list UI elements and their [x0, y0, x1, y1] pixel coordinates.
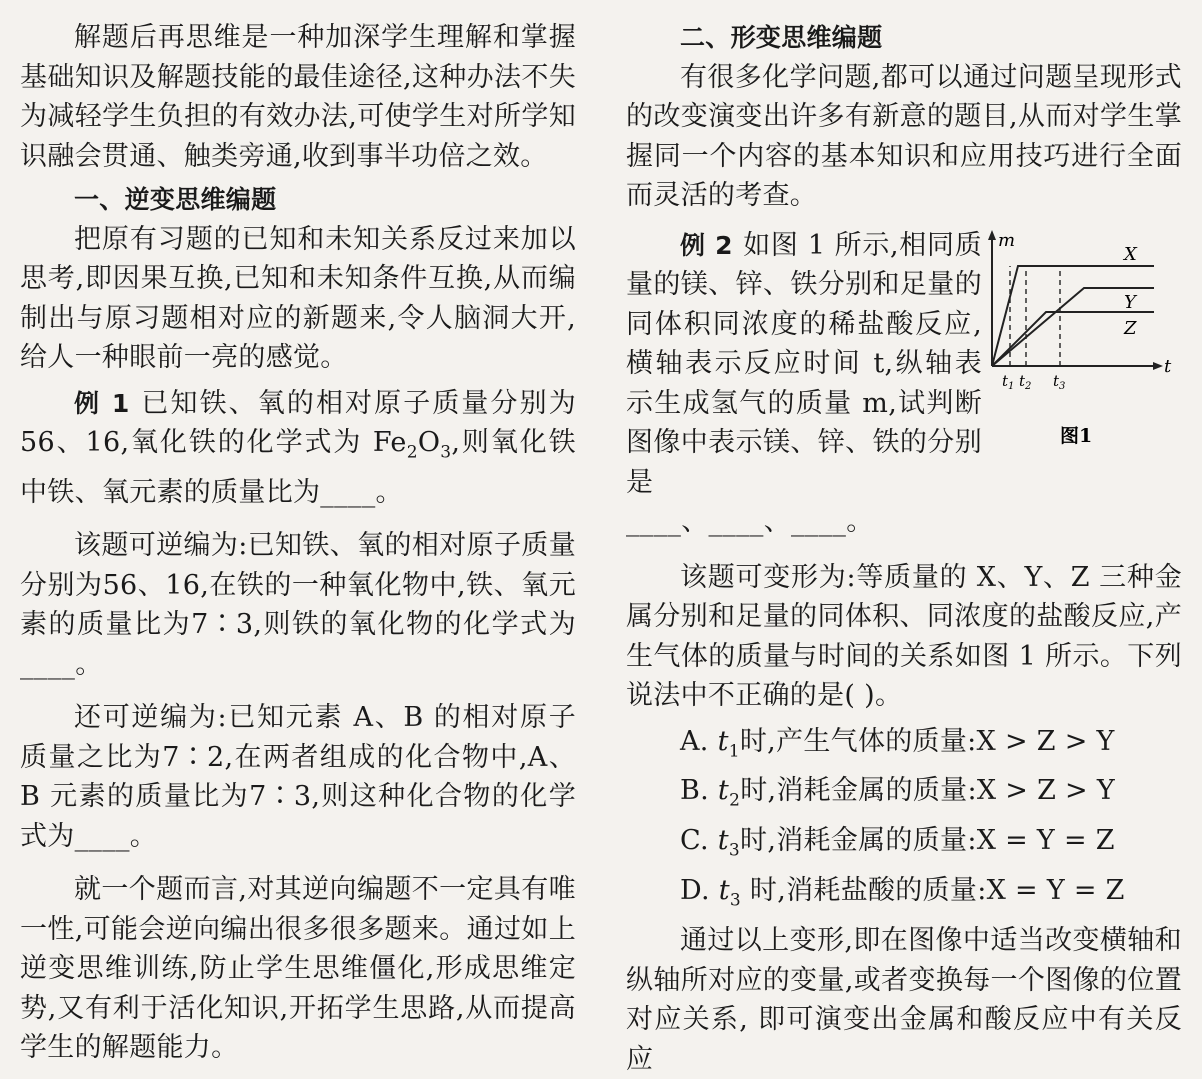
tick-t3 [1053, 372, 1065, 392]
formula-fe: Fe [372, 427, 407, 458]
option-d-sub: 3 [729, 890, 742, 911]
x-axis-label: t [1164, 356, 1172, 377]
tick-t2 [1019, 372, 1031, 392]
right-paragraph-2: 该题可变形为:等质量的 X、Y、Z 三种金属分别和足量的同体积、同浓度的盐酸反应,产生气体的质量与时间的关系如图 1 所示。下列说法中不正确的是( )。 [626, 561, 1182, 711]
series-y-label: Y [1124, 292, 1136, 313]
option-b-t: t [717, 775, 730, 807]
left-paragraph-2: 把原有习题的已知和未知关系反过来加以思考,即因果互换,已知和未知条件互换,从而编制出与原习题相对应的新题来,令人脑洞大开,给人一种眼前一亮的感觉。 [20, 223, 576, 373]
option-c-t: t [717, 825, 729, 857]
tick-t1-t: t [1002, 372, 1009, 390]
example-1-text-a: 已知铁、氧的相对原子质量分别为 56、16,氧化铁的化学式为 [20, 387, 577, 458]
spacer [626, 542, 1182, 558]
tick-t1-sub: 1 [1008, 381, 1015, 392]
formula-sub-2: 2 [406, 442, 418, 463]
option-a-text: 时,产生气体的质量:X > Z > Y [739, 725, 1115, 757]
option-b [626, 771, 1182, 821]
right-paragraph-1: 有很多化学问题,都可以通过问题呈现形式的改变演变出许多有新意的题目,从而对学生掌握同一个内容的基本知识和应用技巧进行全面而灵活的考查。 [626, 61, 1182, 211]
left-paragraph-1: 解题后再思维是一种加深学生理解和掌握基础知识及解题技能的最佳途径,这种办法不失为减轻学生负担的有效办法,可使学生对所学知识融会贯通、触类旁通,收到事半功倍之效。 [20, 22, 576, 172]
spacer [20, 684, 576, 698]
formula-o: O [417, 427, 441, 458]
right-paragraph-3: 通过以上变形,即在图像中适当改变横轴和纵轴所对应的变量,或者变换每一个图像的位置对应关系, 即可演变出金属和酸反应中有关反应 [626, 925, 1182, 1075]
left-paragraph-3: 该题可逆编为:已知铁、氧的相对原子质量分别为56、16,在铁的一种氧化物中,铁、氧元素的质量比为7∶3,则铁的氧化物的化学式为____。 [20, 530, 576, 680]
figure-1-graph [984, 226, 1184, 456]
option-c [626, 821, 1182, 871]
example-1 [20, 384, 576, 513]
option-c-letter: C. [680, 825, 718, 857]
example-2-blanks: ____、____、____。 [626, 506, 874, 537]
tick-t2-sub: 2 [1025, 381, 1032, 392]
option-b-text: 时,消耗金属的质量:X > Z > Y [740, 775, 1115, 807]
left-paragraph-4: 还可逆编为:已知元素 A、B 的相对原子质量之比为7∶2,在两者组成的化合物中,A、B 元素的质量比为7∶3,则这种化合物的化学式为____。 [20, 702, 576, 852]
example-2-label: 例 2 [680, 230, 733, 260]
option-a [626, 722, 1182, 772]
formula-sub-3: 3 [440, 442, 452, 463]
spacer [20, 512, 576, 526]
option-c-sub: 3 [728, 840, 741, 861]
tick-t2-t: t [1019, 372, 1026, 390]
option-b-sub: 2 [729, 790, 741, 811]
figure-caption: 图1 [1060, 425, 1093, 447]
y-axis-label: m [998, 230, 1016, 251]
option-b-letter: B. [680, 775, 718, 807]
series-x-line [992, 266, 1154, 366]
option-c-text: 时,消耗金属的质量:X = Y = Z [740, 825, 1115, 857]
option-d [626, 871, 1182, 921]
tick-t3-t: t [1053, 372, 1060, 390]
tick-t1 [1002, 372, 1014, 392]
y-axis-arrow-icon [988, 230, 996, 240]
left-paragraph-5: 就一个题而言,对其逆向编题不一定具有唯一性,可能会逆向编出很多很多题来。通过如上逆变思维训练,防止学生思维僵化,形成思维定势,又有利于活化知识,开拓学生思路,从而提高学生的解题能力。 [20, 874, 576, 1064]
figure-1 [984, 226, 1184, 456]
example-1-text-b: ,则氧化铁中铁、氧元素的质量比为____。 [20, 427, 576, 508]
x-axis-arrow-icon [1153, 362, 1163, 370]
example-2-text: 如图 1 所示,相同质量的镁、锌、铁分别和足量的同体积同浓度的稀盐酸反应,横轴表示反应时间 t,纵轴表示生成氢气的质量 m,试判断图像中表示镁、锌、铁的分别是 [626, 229, 982, 498]
option-d-text: 时,消耗盐酸的质量:X = Y = Z [741, 875, 1125, 907]
left-column [20, 18, 576, 1068]
example-1-label: 例 1 [74, 388, 130, 418]
option-a-letter: A. [680, 725, 718, 757]
tick-t3-sub: 3 [1059, 381, 1066, 392]
spacer [626, 216, 1182, 226]
heading-reverse-thinking: 一、逆变思维编题 [74, 185, 277, 214]
series-x-label: X [1124, 244, 1137, 265]
right-column [626, 18, 1182, 1079]
option-a-sub: 1 [728, 740, 740, 761]
option-d-letter: D. [680, 875, 719, 907]
option-d-t: t [718, 875, 730, 907]
example-2 [626, 226, 982, 503]
series-z-label: Z [1124, 318, 1137, 339]
heading-transform-thinking: 二、形变思维编题 [680, 23, 883, 52]
option-a-t: t [717, 725, 729, 757]
spacer [20, 856, 576, 870]
